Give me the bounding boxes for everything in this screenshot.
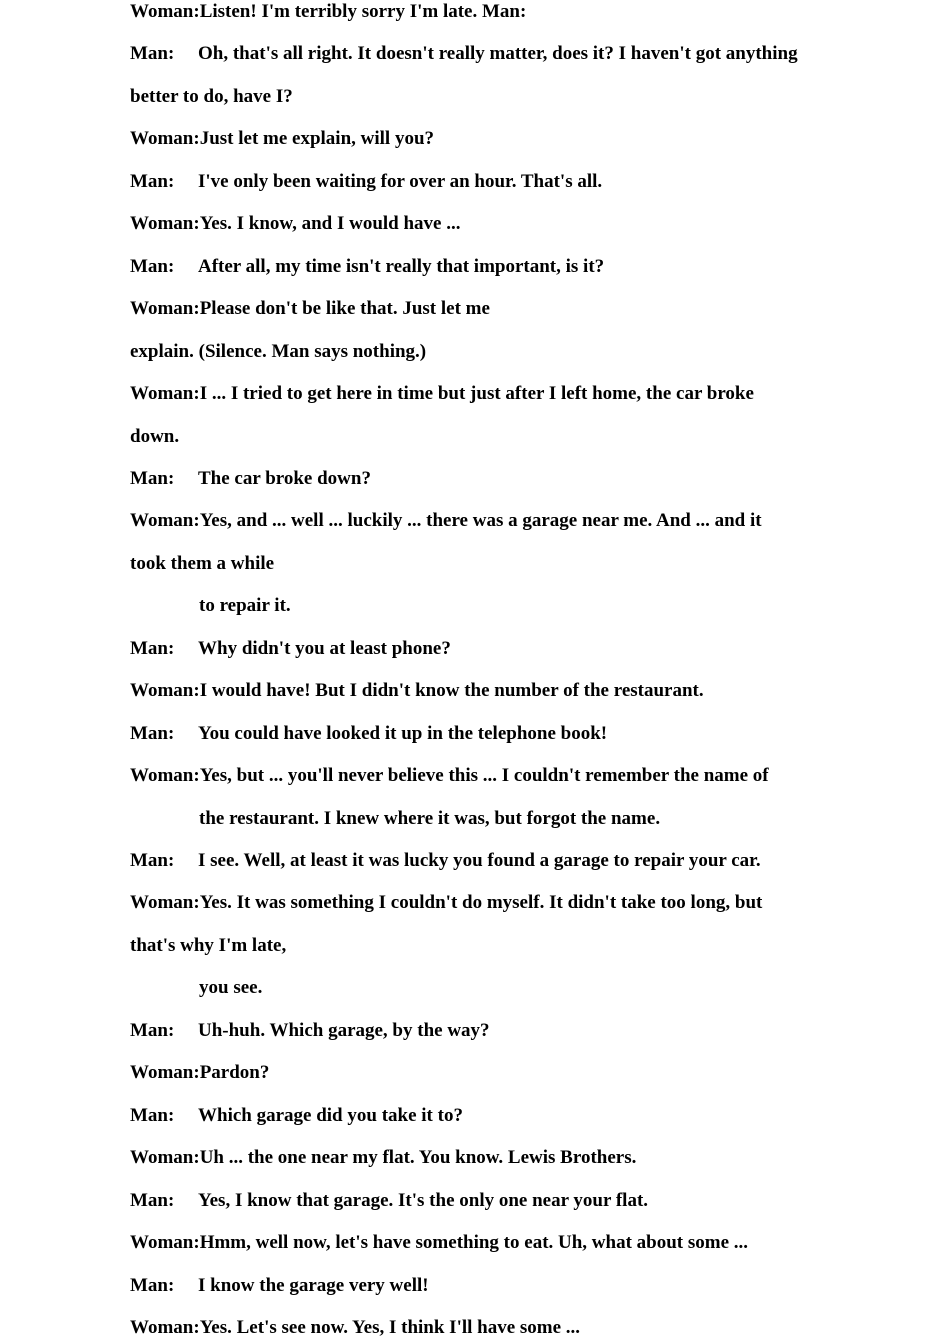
dialogue-line [130, 594, 291, 618]
dialogue-line [130, 509, 762, 533]
dialogue-text: the restaurant. I knew where it was, but forgot the name. [199, 807, 661, 829]
dialogue-line [130, 382, 754, 406]
dialogue-text: Yes. Let's see now. Yes, I think I'll have some ... [199, 1316, 581, 1338]
speaker-label: Woman: [130, 765, 200, 787]
dialogue-text: you see. [199, 977, 263, 999]
dialogue-line [130, 425, 179, 449]
dialogue-text: down. [130, 425, 180, 447]
dialogue-line [130, 170, 602, 194]
dialogue-text: Yes, I know that garage. It's the only one near your flat. [198, 1189, 649, 1211]
dialogue-text: I would have! But I didn't know the number of the restaurant. [199, 680, 704, 702]
speaker-label: Man: [130, 1189, 175, 1211]
speaker-label: Man: [130, 850, 175, 871]
dialogue-line [130, 1019, 490, 1043]
dialogue-line [130, 764, 769, 788]
dialogue-line [130, 679, 704, 703]
dialogue-text: Which garage did you take it to? [198, 1104, 463, 1126]
dialogue-line [130, 976, 262, 1000]
dialogue-text: better to do, have I? [130, 85, 293, 107]
speaker-label: Woman: [130, 510, 200, 532]
speaker-label: Woman: [130, 1062, 200, 1084]
dialogue-line [130, 340, 426, 364]
dialogue-line [130, 891, 762, 915]
dialogue-line [130, 552, 274, 576]
dialogue-line [130, 467, 371, 491]
dialogue-line [130, 1316, 580, 1340]
speaker-label: Woman: [130, 1147, 200, 1169]
speaker-label: Man: [130, 637, 175, 659]
dialogue-text: Please don't be like that. Just let me [199, 298, 490, 320]
dialogue-text: Yes, but ... you'll never believe this ... I couldn't remember the name of [199, 765, 769, 787]
dialogue-line [130, 297, 490, 321]
dialogue-text: Hmm, well now, let's have something to eat. Uh, what about some ... [199, 1232, 749, 1254]
dialogue-text: took them a while [130, 552, 275, 574]
speaker-label: Woman: [130, 1316, 200, 1338]
dialogue-line [130, 0, 526, 24]
dialogue-text: Oh, that's all right. It doesn't really matter, does it? I haven't got anything [198, 43, 798, 65]
dialogue-line [130, 1274, 429, 1298]
dialogue-line [130, 807, 660, 831]
dialogue-text: Uh ... the one near my flat. You know. Lewis Brothers. [199, 1147, 637, 1169]
dialogue-text: Uh-huh. Which garage, by the way? [198, 1019, 490, 1041]
dialogue-text: Yes, and ... well ... luckily ... there was a garage near me. And ... and it [199, 510, 762, 532]
dialogue-text: Yes. It was something I couldn't do myself. It didn't take too long, but [199, 892, 763, 914]
dialogue-text: Listen! I'm terribly sorry I'm late. Man: [199, 1, 527, 22]
dialogue-line [130, 722, 607, 746]
dialogue-line [130, 1231, 748, 1255]
dialogue-line [130, 849, 761, 873]
dialogue-text: You could have looked it up in the telephone book! [198, 722, 608, 744]
speaker-label: Woman: [130, 1, 200, 22]
dialogue-line [130, 1061, 269, 1085]
dialogue-text: Pardon? [199, 1062, 270, 1084]
dialogue-line [130, 934, 286, 958]
speaker-label: Man: [130, 43, 175, 65]
dialogue-text: Just let me explain, will you? [199, 128, 435, 150]
dialogue-text: Yes. I know, and I would have ... [199, 213, 461, 235]
speaker-label: Woman: [130, 298, 200, 320]
speaker-label: Man: [130, 1104, 175, 1126]
dialogue-line [130, 1146, 636, 1170]
dialogue-text: explain. (Silence. Man says nothing.) [130, 340, 427, 362]
dialogue-text: I see. Well, at least it was lucky you found a garage to repair your car. [198, 850, 761, 871]
dialogue-text: I know the garage very well! [198, 1274, 429, 1296]
dialogue-text: After all, my time isn't really that important, is it? [198, 255, 605, 277]
speaker-label: Man: [130, 722, 175, 744]
dialogue-text: The car broke down? [198, 467, 371, 489]
dialogue-text: I ... I tried to get here in time but just after I left home, the car broke [199, 383, 754, 405]
speaker-label: Man: [130, 1274, 175, 1296]
speaker-label: Woman: [130, 680, 200, 702]
speaker-label: Man: [130, 255, 175, 277]
dialogue-line [130, 255, 604, 279]
dialogue-line [130, 212, 461, 236]
dialogue-text: to repair it. [199, 595, 291, 617]
dialogue-line [130, 637, 451, 661]
speaker-label: Man: [130, 170, 175, 192]
speaker-label: Woman: [130, 892, 200, 914]
speaker-label: Woman: [130, 128, 200, 150]
dialogue-line [130, 1189, 648, 1213]
dialogue-line [130, 1104, 463, 1128]
speaker-label: Man: [130, 1019, 175, 1041]
dialogue-text: I've only been waiting for over an hour. That's all. [198, 170, 603, 192]
dialogue-text: Why didn't you at least phone? [198, 637, 451, 659]
speaker-label: Woman: [130, 383, 200, 405]
dialogue-line [130, 42, 798, 66]
speaker-label: Woman: [130, 1232, 200, 1254]
dialogue-text: that's why I'm late, [130, 934, 287, 956]
dialogue-line [130, 127, 434, 151]
speaker-label: Woman: [130, 213, 200, 235]
speaker-label: Man: [130, 467, 175, 489]
dialogue-line [130, 85, 293, 109]
